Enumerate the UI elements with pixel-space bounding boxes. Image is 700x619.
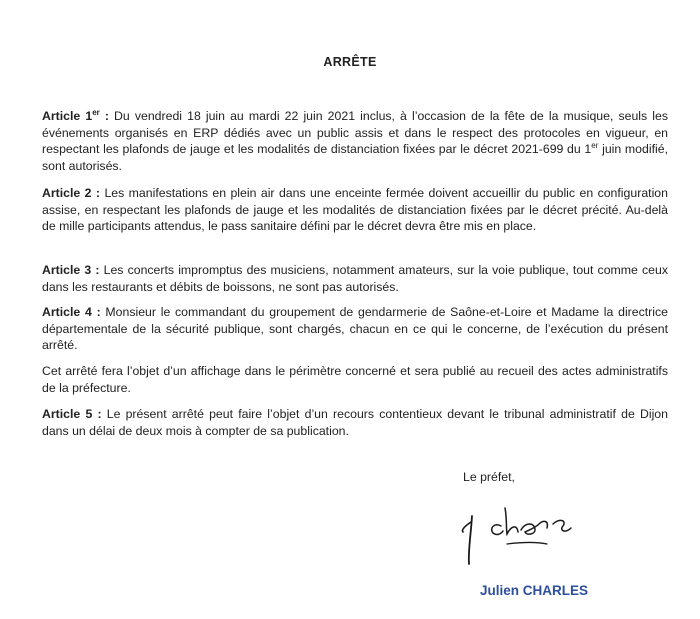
article-5-label: Article 5 : [42,407,102,421]
article-2 [42,185,668,235]
article-2-text: Les manifestations en plein air dans une enceinte fermée doivent accueillir du public en configuration assise, en respectant les plafonds de jauge et les modalités de distanciation fixées par le décret précité. Au-delà de mille participants attendus, le pass sanitaire défini par le décret devra être mis en place. [42,186,668,234]
article-4 [42,304,668,354]
article-3 [42,262,668,295]
article-4-text: Monsieur le commandant du groupement de gendarmerie de Saône-et-Loire et Madame la directrice départementale de la sécurité publique, sont chargés, chacun en ce qui le concerne, de l’exécution du présent arrêté. [42,305,668,353]
document-title: ARRÊTE [323,55,377,69]
handwritten-signature [455,500,595,570]
signoff: Le préfet, [463,470,515,484]
article-4-label: Article 4 : [42,305,101,319]
article-5-text: Le présent arrêté peut faire l’objet d’un recours contentieux devant le tribunal administratif de Dijon dans un délai de deux mois à compter de sa publication. [42,407,668,438]
signer-name: Julien CHARLES [480,583,589,598]
article-3-text: Les concerts impromptus des musiciens, notamment amateurs, sur la voie publique, tout comme ceux dans les restaurants et débits de boissons, ne sont pas autorisés. [42,263,668,294]
article-1: Article 1er : Du vendredi 18 juin au mardi 22 juin 2021 inclus, à l’occasion de la fête de la musique, seuls les événements organisés en ERP dédiés avec un public assis et dans le respect des protocoles en vigueur, en respectant les plafonds de jauge et les modalités de distanciation fixées par le décret 2021-699 du 1er juin modifié, sont autorisés. [42,107,668,173]
article-5 [42,406,668,439]
article-3-label: Article 3 : [42,263,100,277]
publication-notice-text: Cet arrêté fera l’objet d’un affichage dans le périmètre concerné et sera publié au recueil des actes administratifs de la préfecture. [42,364,668,395]
article-1-label: Article 1er : [42,107,109,123]
publication-notice [42,363,668,396]
article-2-label: Article 2 : [42,186,101,200]
article-1-text: Du vendredi 18 juin au mardi 22 juin 2021 inclus, à l’occasion de la fête de la musique, seuls les événements organisés en ERP dédiés avec un public assis et dans le respect des protocoles en vigueur, en respectant les plafonds de jauge et les modalités de distanciation fixées par le décret 2021-699 du 1 [42,109,668,157]
